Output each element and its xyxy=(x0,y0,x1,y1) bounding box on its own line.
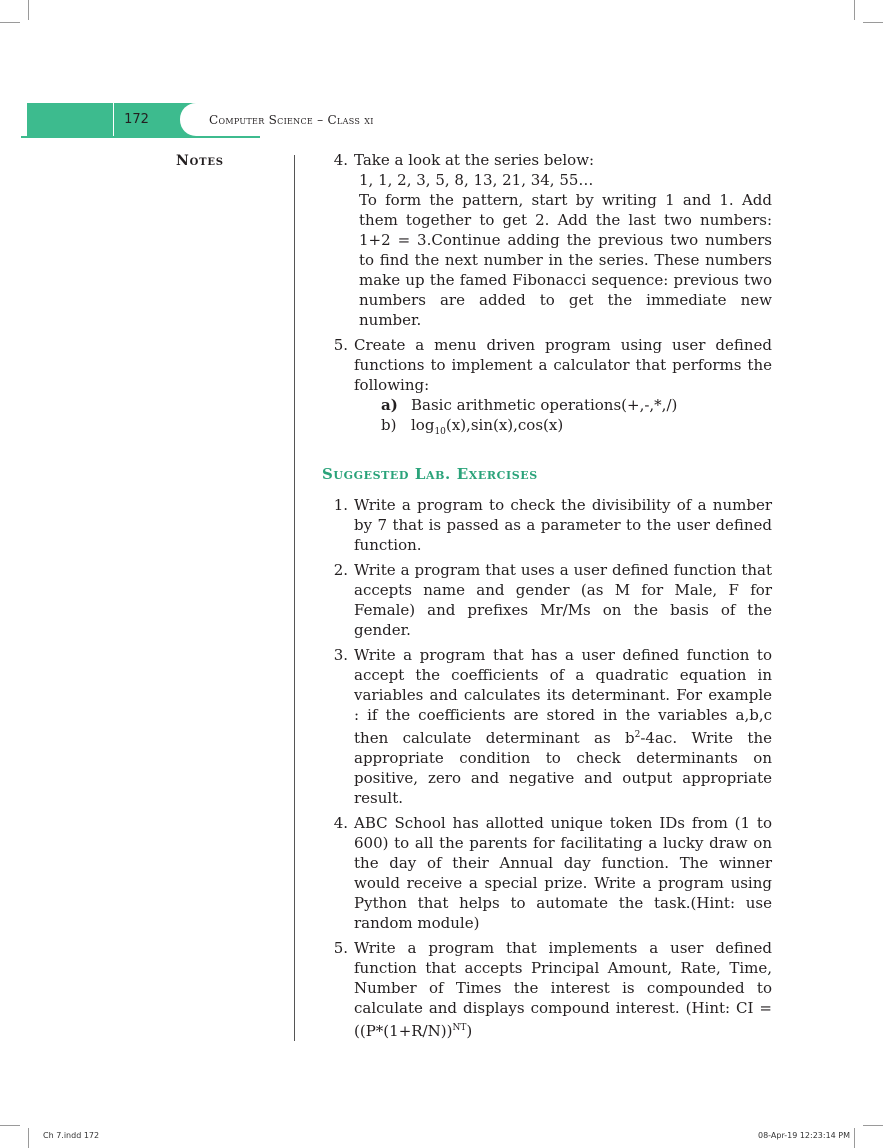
crop-mark xyxy=(0,22,20,23)
item-number: 4. xyxy=(333,151,348,169)
item-text: To form the pattern, start by writing 1 and 1. Add them together to get 2. Add the last two numbers: 1+2 = 3.Continue adding the previous two numbers to find the next number in the series. These numbers make up the famed Fibonacci sequence: previous two numbers are added to get the immediate new number. xyxy=(359,191,772,329)
header-rule xyxy=(21,136,260,138)
sub-item-a xyxy=(381,395,772,415)
lab-exercise-4 xyxy=(322,813,772,933)
margin-rule xyxy=(294,155,295,1041)
sub-item-text xyxy=(411,415,563,442)
sub-item-text: Basic arithmetic operations(+,-,*,/) xyxy=(411,396,678,414)
item-lead: Take a look at the series below: xyxy=(354,151,595,169)
text-part: ) xyxy=(466,1022,473,1040)
item-number: 4. xyxy=(333,814,348,832)
superscript: NT xyxy=(452,1023,467,1033)
item-text: ABC School has allotted unique token IDs from (1 to 600) to all the parents for facilitating a lucky draw on the day of their Annual day function. The winner would receive a special prize. Write a program using Python that helps to automate the task.(Hint: use random module) xyxy=(354,814,772,932)
log-text: log xyxy=(411,416,435,434)
page-number: 172 xyxy=(124,112,149,127)
item-body xyxy=(354,150,772,330)
sub-item-label: a) xyxy=(381,396,398,414)
item-text xyxy=(354,938,772,1041)
exercise-item-5 xyxy=(322,335,772,442)
item-body xyxy=(354,335,772,442)
margin-notes-label: Notes xyxy=(176,153,224,169)
item-number: 5. xyxy=(333,336,348,354)
item-number: 5. xyxy=(333,939,348,957)
running-head: Computer Science – Class xi xyxy=(209,113,374,127)
item-text: Write a program that uses a user defined function that accepts name and gender (as M for Male, F for Female) and prefixes Mr/Ms on the basis of the gender. xyxy=(354,561,772,639)
lab-exercise-5 xyxy=(322,938,772,1041)
log-base: 10 xyxy=(434,427,446,437)
sub-item-label: b) xyxy=(381,416,397,434)
footer-timestamp: 08-Apr-19 12:23:14 PM xyxy=(758,1131,851,1140)
item-number: 3. xyxy=(333,646,348,664)
text-part: Write a program that has a user defined function to accept the coefficients of a quadratic equation in variables and calculates its determinant. For example : if the coefficients are stored in the variables a,b,c then calculate determinant as b xyxy=(354,646,772,747)
fibonacci-series: 1, 1, 2, 3, 5, 8, 13, 21, 34, 55… xyxy=(359,171,594,189)
text-part: -4ac. Write the appropriate condition to check determinants on positive, zero and negative and output appropriate result. xyxy=(354,729,772,807)
lab-exercise-1 xyxy=(322,495,772,555)
header-band xyxy=(27,103,113,136)
item-number: 1. xyxy=(333,496,348,514)
footer-file-info: Ch 7.indd 172 xyxy=(43,1131,100,1140)
crop-mark xyxy=(854,1128,855,1148)
superscript: 2 xyxy=(634,730,641,740)
lab-exercise-2 xyxy=(322,560,772,640)
crop-mark xyxy=(0,1125,20,1126)
crop-mark xyxy=(863,22,883,23)
item-text: Create a menu driven program using user defined functions to implement a calculator that performs the following: xyxy=(354,336,772,394)
item-number: 2. xyxy=(333,561,348,579)
sub-item-b xyxy=(381,415,772,442)
exercise-item-4 xyxy=(322,150,772,330)
crop-mark xyxy=(854,0,855,20)
crop-mark xyxy=(863,1125,883,1126)
item-text: Write a program to check the divisibility of a number by 7 that is passed as a parameter to the user defined function. xyxy=(354,496,772,554)
item-text xyxy=(354,645,772,808)
section-heading: Suggested Lab. Exercises xyxy=(322,465,538,483)
log-rest: (x),sin(x),cos(x) xyxy=(445,416,564,434)
crop-mark xyxy=(28,1128,29,1148)
main-content xyxy=(322,150,772,1046)
lab-exercise-3 xyxy=(322,645,772,808)
text-part: Write a program that implements a user defined function that accepts Principal Amount, Rate, Time, Number of Times the interest is compounded to calculate and displays compound interest. (Hint: CI = ((P*(1+R/N)) xyxy=(354,939,772,1040)
crop-mark xyxy=(28,0,29,20)
